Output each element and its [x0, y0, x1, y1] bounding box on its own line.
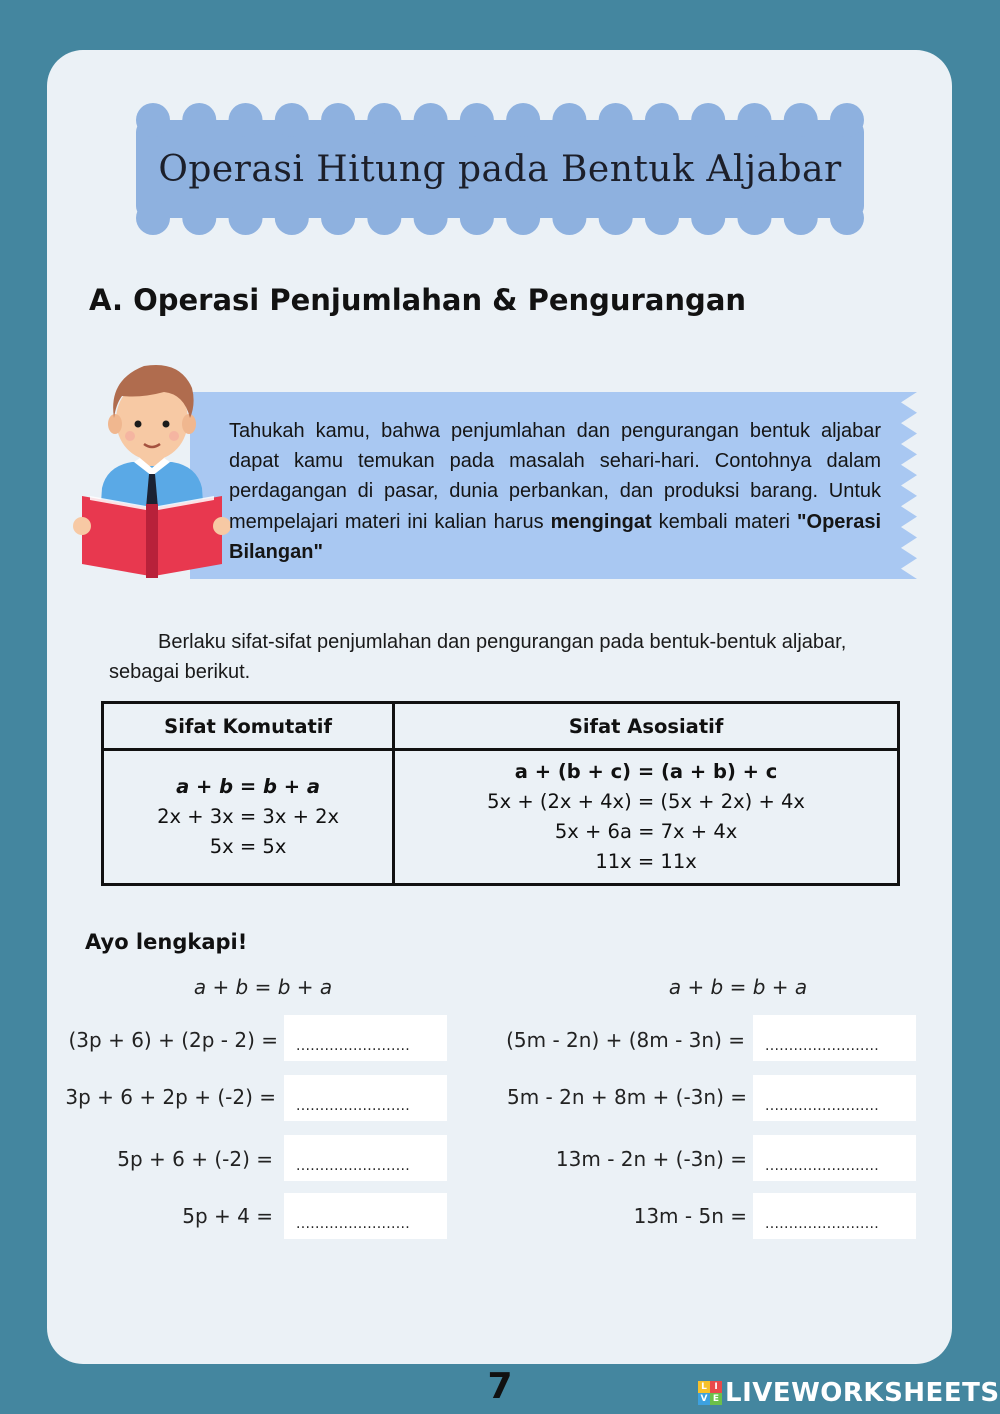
asosiatif-example-3: 11x = 11x [595, 850, 697, 873]
left-equation-4: 5p + 4 = [182, 1204, 273, 1228]
answer-box-left-2[interactable]: ........................ [284, 1075, 447, 1121]
table-header-row [103, 703, 899, 750]
tip-text: Tahukah kamu, bahwa penjumlahan dan pengurangan bentuk aljabar dapat kamu temukan pada masalah sehari-hari. Contohnya dalam perdagangan di pasar, dunia perbankan, dan produksi barang. Untuk mempelajari materi ini kalian harus mengingat kembali materi "Operasi Bilangan" [229, 420, 881, 563]
liveworksheets-logo[interactable] [698, 1378, 1000, 1408]
answer-box-left-1[interactable]: ........................ [284, 1015, 447, 1061]
answer-box-right-1[interactable]: ........................ [753, 1015, 916, 1061]
intro-paragraph: Berlaku sifat-sifat penjumlahan dan pengurangan pada bentuk-bentuk aljabar, sebagai berikut. [109, 631, 847, 683]
komutatif-example-2: 5x = 5x [209, 835, 287, 858]
logo-mark-icon: L I V E [698, 1381, 722, 1405]
brand-text: LIVEWORKSHEETS [725, 1378, 1000, 1408]
page-title: Operasi Hitung pada Bentuk Aljabar [158, 148, 842, 190]
komutatif-cell [103, 750, 394, 885]
komutatif-rule: a + b = b + a [176, 775, 321, 798]
left-equation-1: (3p + 6) + (2p - 2) = [68, 1028, 278, 1052]
table-row [103, 750, 899, 885]
right-equation-1: (5m - 2n) + (8m - 3n) = [506, 1028, 745, 1052]
answer-box-right-3[interactable]: ........................ [753, 1135, 916, 1181]
page-number: 7 [487, 1366, 513, 1407]
right-rule: a + b = b + a [668, 975, 808, 999]
komutatif-example-1: 2x + 3x = 3x + 2x [157, 805, 340, 828]
left-equation-3: 5p + 6 + (-2) = [117, 1147, 273, 1171]
right-equation-4: 13m - 5n = [633, 1204, 747, 1228]
title-banner [136, 103, 864, 235]
header-asosiatif: Sifat Asosiatif [394, 703, 899, 750]
answer-box-left-4[interactable]: ........................ [284, 1193, 447, 1239]
left-equation-2: 3p + 6 + 2p + (-2) = [65, 1085, 276, 1109]
right-equation-2: 5m - 2n + 8m + (-3n) = [506, 1085, 747, 1109]
asosiatif-rule: a + (b + c) = (a + b) + c [514, 760, 778, 783]
left-rule: a + b = b + a [193, 975, 333, 999]
asosiatif-cell [394, 750, 899, 885]
teacher-reading-icon [72, 358, 232, 583]
asosiatif-example-2: 5x + 6a = 7x + 4x [554, 820, 738, 843]
asosiatif-example-1: 5x + (2x + 4x) = (5x + 2x) + 4x [487, 790, 805, 813]
answer-box-left-3[interactable]: ........................ [284, 1135, 447, 1181]
header-komutatif: Sifat Komutatif [103, 703, 394, 750]
section-title: A. Operasi Penjumlahan & Pengurangan [89, 283, 747, 317]
answer-box-right-4[interactable]: ........................ [753, 1193, 916, 1239]
answer-box-right-2[interactable]: ........................ [753, 1075, 916, 1121]
properties-table [101, 701, 900, 886]
right-equation-3: 13m - 2n + (-3n) = [555, 1147, 747, 1171]
exercise-title: Ayo lengkapi! [85, 930, 248, 954]
